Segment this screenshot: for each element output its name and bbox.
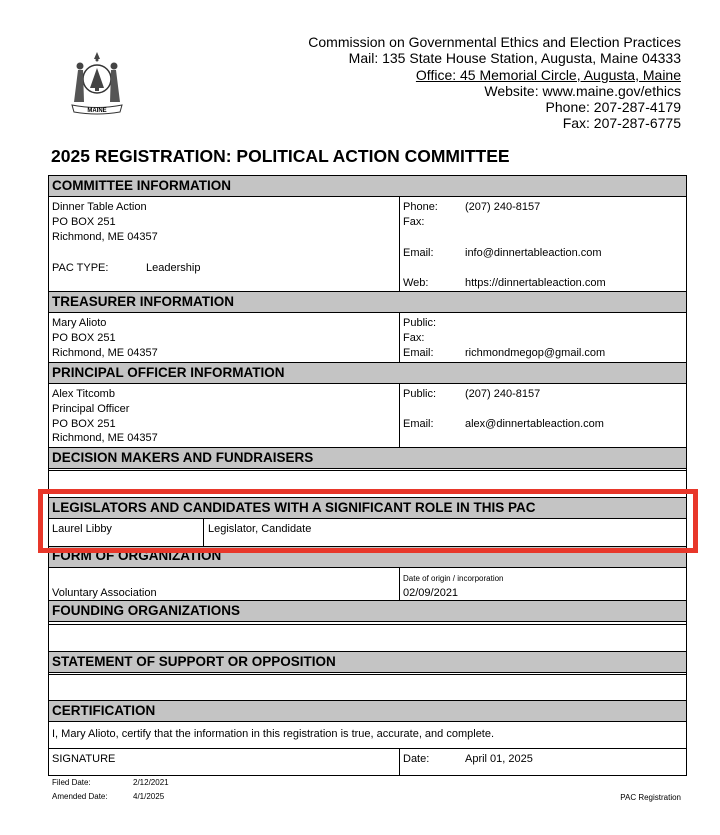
website: Website: www.maine.gov/ethics — [484, 82, 681, 99]
form-name: PAC Registration — [620, 793, 681, 802]
committee-email-label: Email: — [403, 247, 434, 259]
principal-phone: (207) 240-8157 — [465, 388, 541, 400]
founding-organizations-section-header: FOUNDING ORGANIZATIONS — [48, 600, 687, 622]
form-of-organization-section-header: FORM OF ORGANIZATION — [48, 546, 687, 568]
certification-section-header: CERTIFICATION — [48, 700, 687, 722]
principal-email-label: Email: — [403, 418, 434, 430]
committee-section-header: COMMITTEE INFORMATION — [48, 175, 687, 197]
maine-state-seal-icon — [66, 50, 128, 116]
certification-date-label: Date: — [403, 753, 430, 765]
amended-date: 4/1/2025 — [133, 792, 165, 801]
treasurer-email-label: Email: — [403, 347, 434, 359]
treasurer-name: Mary Alioto — [52, 317, 107, 329]
office-address: Office: 45 Memorial Circle, Augusta, Maine — [415, 66, 681, 83]
fax: Fax: 207-287-6775 — [562, 115, 681, 132]
certification-text: I, Mary Alioto, certify that the information in this registration is true, accurate, and complete. — [52, 728, 495, 740]
treasurer-section-header: TREASURER INFORMATION — [48, 291, 687, 313]
date-of-origin-label: Date of origin / incorporation — [403, 574, 504, 583]
pac-type: Leadership — [146, 262, 201, 274]
page-title: 2025 REGISTRATION: POLITICAL ACTION COMMITTEE — [51, 146, 510, 166]
principal-address2: Richmond, ME 04357 — [52, 432, 158, 444]
seal-text: MAINE — [87, 108, 107, 114]
registration-form — [48, 175, 687, 776]
committee-email: info@dinnertableaction.com — [465, 247, 602, 259]
committee-phone-label: Phone: — [403, 201, 438, 213]
committee-fax-label: Fax: — [403, 216, 425, 228]
principal-email: alex@dinnertableaction.com — [465, 418, 604, 430]
statement-section-header: STATEMENT OF SUPPORT OR OPPOSITION — [48, 651, 687, 673]
legislators-section-header: LEGISLATORS AND CANDIDATES WITH A SIGNIFICANT ROLE IN THIS PAC — [48, 497, 687, 519]
decision-makers-section-header: DECISION MAKERS AND FUNDRAISERS — [48, 447, 687, 469]
filed-date-label: Filed Date: — [52, 778, 91, 787]
phone: Phone: 207-287-4179 — [545, 99, 681, 116]
principal-section-header: PRINCIPAL OFFICER INFORMATION — [48, 362, 687, 384]
committee-address2: Richmond, ME 04357 — [52, 231, 158, 243]
principal-address1: PO BOX 251 — [52, 418, 116, 430]
principal-role: Principal Officer — [52, 403, 130, 415]
principal-public-label: Public: — [403, 388, 437, 400]
committee-address1: PO BOX 251 — [52, 216, 116, 228]
date-of-origin: 02/09/2021 — [403, 587, 459, 599]
committee-name: Dinner Table Action — [52, 201, 147, 213]
principal-name: Alex Titcomb — [52, 388, 115, 400]
committee-web: https://dinnertableaction.com — [465, 277, 606, 289]
amended-date-label: Amended Date: — [52, 792, 108, 801]
certification-date: April 01, 2025 — [465, 753, 533, 765]
mail-address: Mail: 135 State House Station, Augusta, Maine 04333 — [348, 50, 681, 67]
legislator-role: Legislator, Candidate — [208, 523, 312, 535]
organization-type: Voluntary Association — [52, 587, 157, 599]
committee-phone: (207) 240-8157 — [465, 201, 541, 213]
commission-header — [308, 34, 681, 132]
committee-web-label: Web: — [403, 277, 429, 289]
legislator-name: Laurel Libby — [52, 523, 112, 535]
pac-type-label: PAC TYPE: — [52, 262, 109, 274]
treasurer-address2: Richmond, ME 04357 — [52, 347, 158, 359]
treasurer-fax-label: Fax: — [403, 332, 425, 344]
filed-date: 2/12/2021 — [133, 778, 169, 787]
treasurer-address1: PO BOX 251 — [52, 332, 116, 344]
treasurer-email: richmondmegop@gmail.com — [465, 347, 606, 359]
commission-name: Commission on Governmental Ethics and Election Practices — [308, 34, 681, 50]
treasurer-public-label: Public: — [403, 317, 437, 329]
highlight-box — [38, 489, 698, 553]
signature-label: SIGNATURE — [52, 753, 116, 765]
